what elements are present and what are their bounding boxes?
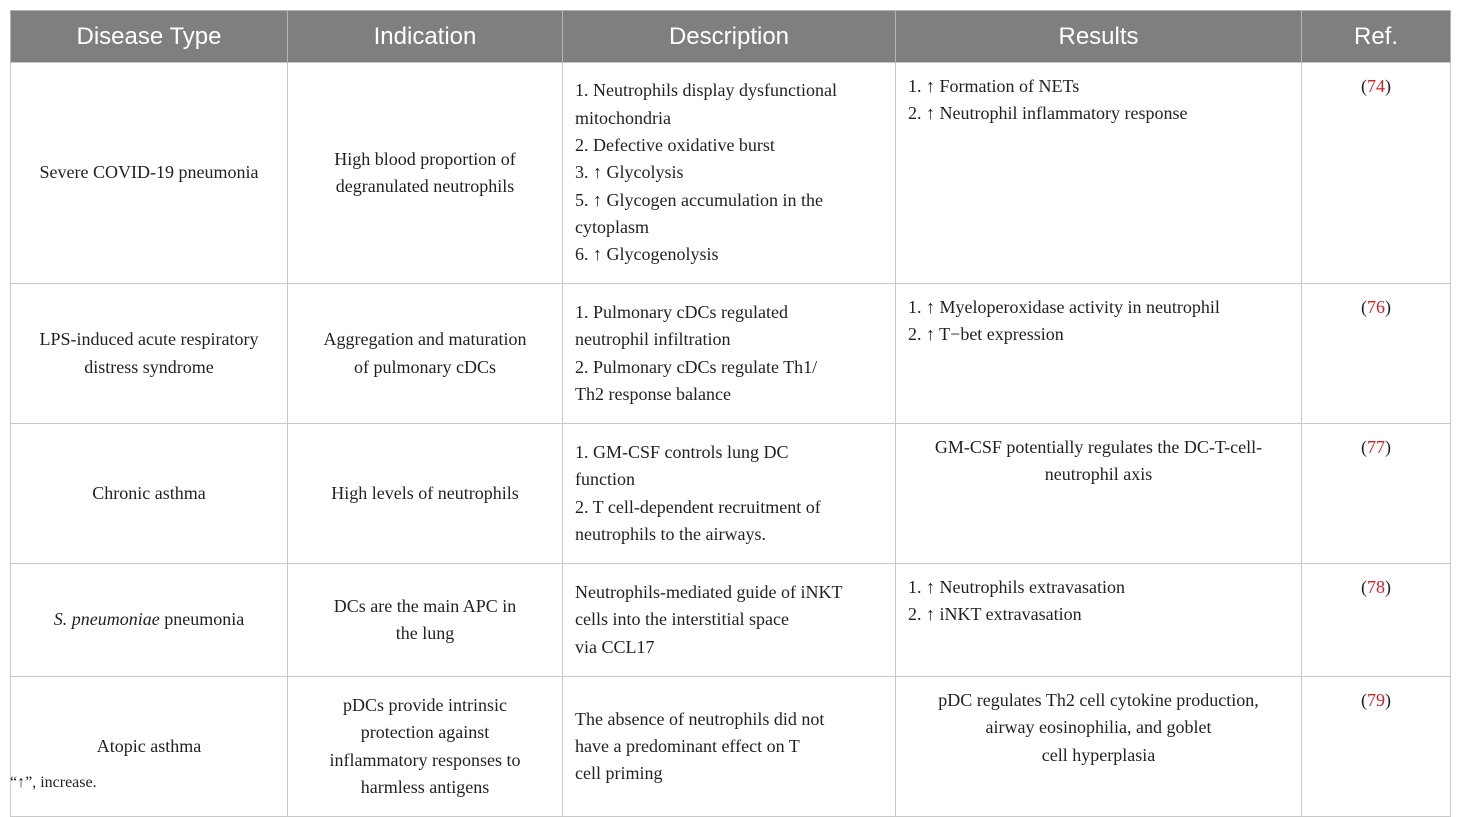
description-line: 1. Neutrophils display dysfunctional (575, 80, 837, 101)
description-line: cytoplasm (575, 216, 649, 237)
cell-indication (288, 564, 563, 677)
cell-ref: (78) (1302, 564, 1451, 677)
description-line: Th2 response balance (575, 383, 731, 404)
disease-text: Chronic asthma (92, 482, 206, 503)
data-table-container (10, 10, 1450, 817)
ref-link[interactable]: 76 (1367, 297, 1385, 317)
cell-disease-type (11, 677, 288, 817)
cell-indication (288, 424, 563, 564)
description-line: 2. Pulmonary cDCs regulate Th1/ (575, 356, 818, 377)
description-line: function (575, 469, 635, 490)
results-line: cell hyperplasia (1041, 744, 1156, 765)
description-line: 1. Pulmonary cDCs regulated (575, 301, 788, 322)
cell-indication (288, 63, 563, 284)
indication-line: Aggregation and maturation (323, 329, 527, 350)
results-line: GM-CSF potentially regulates the DC-T-cell- (934, 437, 1263, 457)
results-line: 2. ↑ iNKT extravasation (908, 604, 1082, 625)
header-indication: Indication (288, 11, 563, 63)
results-line: 2. ↑ Neutrophil inflammatory response (908, 103, 1188, 124)
disease-table (10, 10, 1451, 817)
disease-line: LPS-induced acute respiratory (39, 329, 259, 350)
header-results: Results (896, 11, 1302, 63)
cell-description (563, 564, 896, 677)
cell-results (896, 424, 1302, 564)
table-footnote: “↑”, increase. (10, 774, 97, 791)
cell-results (896, 63, 1302, 284)
cell-indication (288, 677, 563, 817)
results-line: airway eosinophilia, and goblet (985, 717, 1212, 738)
table-row (11, 564, 1451, 677)
table-row (11, 424, 1451, 564)
description-line: 5. ↑ Glycogen accumulation in the (575, 189, 823, 210)
results-line: neutrophil axis (1044, 464, 1153, 485)
results-line: pDC regulates Th2 cell cytokine production, (938, 690, 1259, 710)
cell-description (563, 424, 896, 564)
cell-results (896, 677, 1302, 817)
description-line: 2. T cell-dependent recruitment of (575, 496, 821, 517)
cell-description (563, 284, 896, 424)
disease-text: pneumonia (159, 609, 245, 630)
indication-line: the lung (395, 623, 455, 643)
description-line: 2. Defective oxidative burst (575, 135, 775, 156)
description-line: have a predominant effect on T (575, 735, 800, 756)
description-line: Neutrophils-mediated guide of iNKT (575, 582, 843, 603)
cell-results (896, 564, 1302, 677)
description-line: mitochondria (575, 107, 671, 128)
ref-link[interactable]: 77 (1367, 437, 1385, 457)
cell-ref: (76) (1302, 284, 1451, 424)
header-ref: Ref. (1302, 11, 1451, 63)
indication-line: pDCs provide intrinsic (343, 694, 507, 715)
cell-results (896, 284, 1302, 424)
indication-text: High levels of neutrophils (331, 482, 519, 503)
disease-italic-text: S. pneumoniae (53, 609, 160, 630)
description-line: neutrophils to the airways. (575, 523, 766, 544)
cell-description (563, 63, 896, 284)
cell-disease-type (11, 284, 288, 424)
ref-link[interactable]: 74 (1367, 76, 1385, 96)
indication-line: of pulmonary cDCs (354, 356, 496, 377)
disease-line: distress syndrome (84, 356, 214, 377)
table-row (11, 284, 1451, 424)
table-header-row (11, 11, 1451, 63)
cell-disease-type (11, 424, 288, 564)
description-line: 3. ↑ Glycolysis (575, 162, 684, 183)
disease-text: Atopic asthma (96, 735, 202, 756)
indication-line: inflammatory responses to (329, 749, 521, 770)
cell-ref: (79) (1302, 677, 1451, 817)
cell-disease-type (11, 63, 288, 284)
results-line: 2. ↑ T−bet expression (908, 324, 1064, 345)
cell-indication (288, 284, 563, 424)
description-line: cells into the interstitial space (575, 609, 789, 630)
cell-ref: (77) (1302, 424, 1451, 564)
table-row (11, 677, 1451, 817)
header-disease-type: Disease Type (11, 11, 288, 63)
indication-line: protection against (360, 722, 490, 743)
cell-ref: (74) (1302, 63, 1451, 284)
disease-text: Severe COVID-19 pneumonia (39, 162, 259, 183)
indication-line: degranulated neutrophils (335, 176, 515, 196)
ref-link[interactable]: 78 (1367, 577, 1385, 597)
description-line: The absence of neutrophils did not (575, 708, 825, 729)
indication-line: harmless antigens (360, 776, 490, 797)
indication-line: DCs are the main APC in (333, 595, 517, 616)
cell-description (563, 677, 896, 817)
description-line: 6. ↑ Glycogenolysis (575, 244, 719, 265)
results-line: 1. ↑ Myeloperoxidase activity in neutrophil (908, 297, 1220, 317)
description-line: via CCL17 (575, 636, 655, 657)
results-line: 1. ↑ Neutrophils extravasation (908, 577, 1125, 597)
ref-link[interactable]: 79 (1367, 690, 1385, 710)
results-line: 1. ↑ Formation of NETs (908, 76, 1080, 96)
description-line: cell priming (575, 763, 663, 784)
description-line: neutrophil infiltration (575, 329, 731, 350)
description-line: 1. GM-CSF controls lung DC (575, 441, 789, 462)
cell-disease-type (11, 564, 288, 677)
table-row (11, 63, 1451, 284)
header-description: Description (563, 11, 896, 63)
indication-line: High blood proportion of (334, 148, 516, 169)
